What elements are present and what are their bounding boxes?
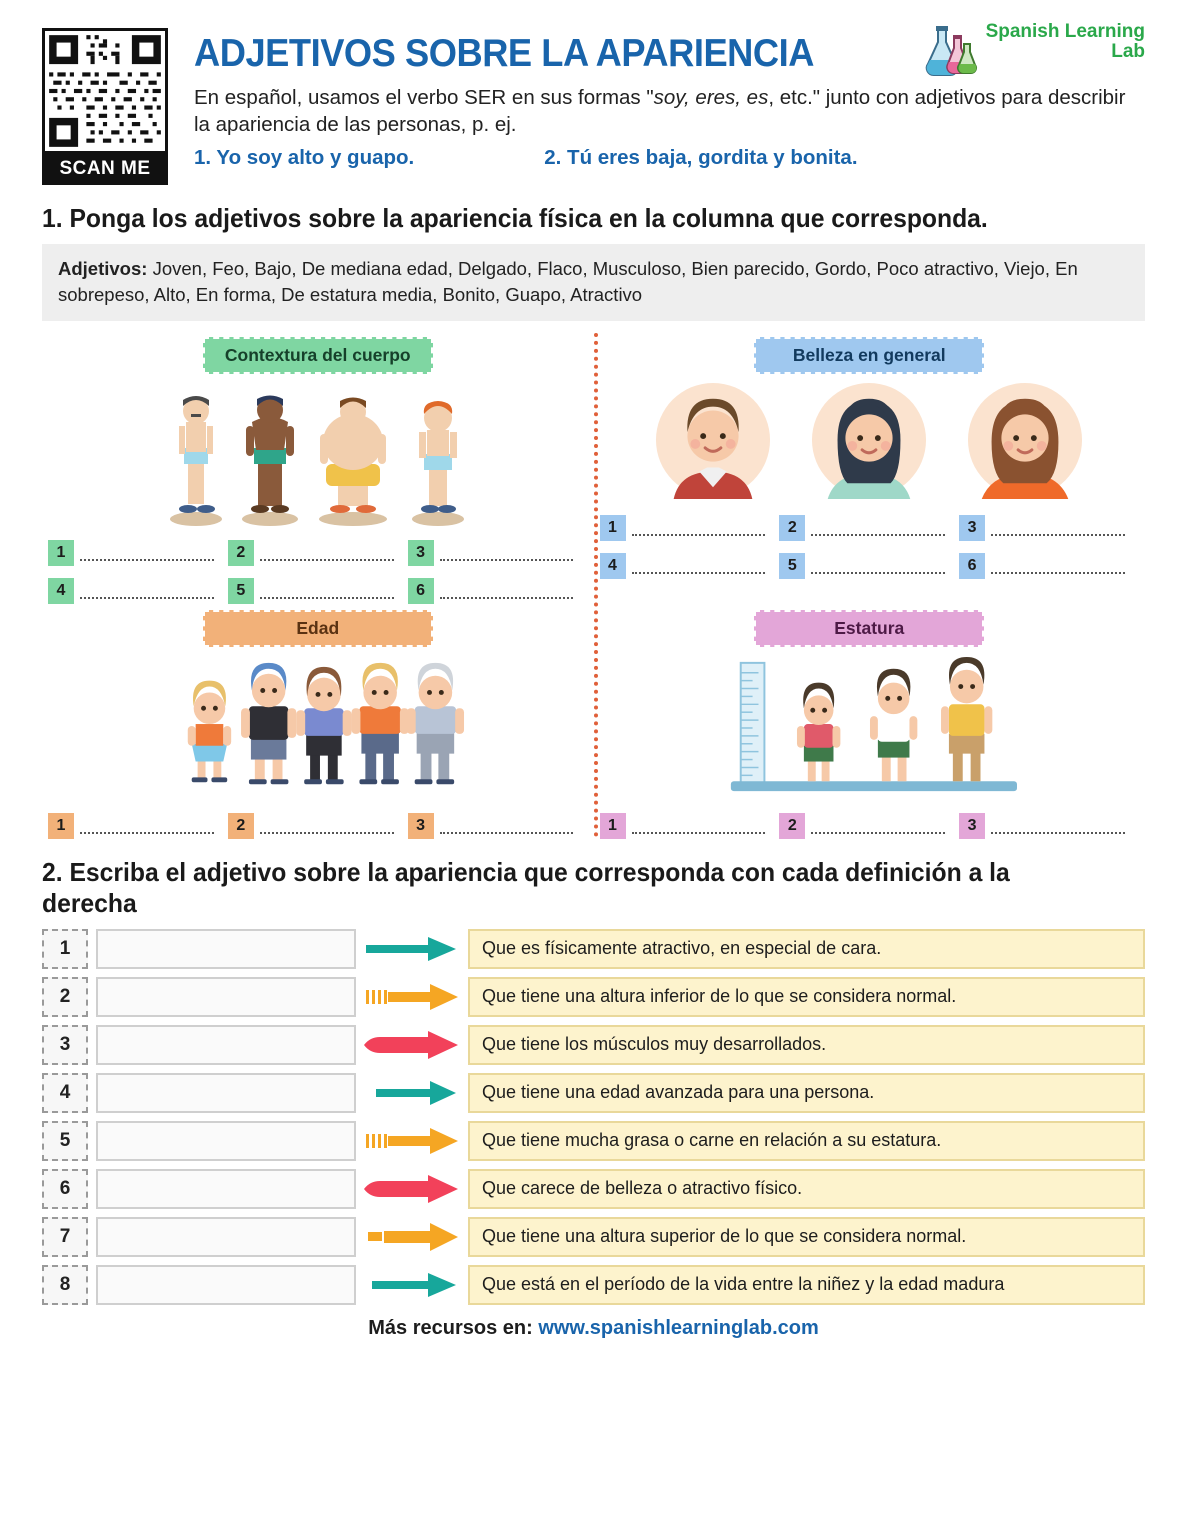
- answer-input[interactable]: [96, 929, 356, 969]
- intro-post: , etc." junto con adjetivos para describir la apariencia de las personas, p. ej.: [194, 86, 1126, 137]
- quadrant-height: [594, 604, 1146, 839]
- blank-item: [228, 813, 408, 839]
- answer-input[interactable]: [96, 1265, 356, 1305]
- beauty-blanks-row-1: [600, 515, 1140, 541]
- definition-row: [42, 977, 1145, 1017]
- blank-item: [408, 540, 588, 566]
- category-title-height: Estatura: [754, 610, 984, 647]
- definition-row: [42, 929, 1145, 969]
- blank-item: [408, 813, 588, 839]
- category-quadrants: [42, 331, 1145, 839]
- quadrant-beauty: [594, 331, 1146, 604]
- adjectives-box: [42, 244, 1145, 321]
- header-main: [186, 21, 1145, 170]
- row-number: 6: [42, 1169, 88, 1209]
- scan-me-label: SCAN ME: [42, 154, 168, 185]
- answer-input[interactable]: [96, 1073, 356, 1113]
- row-number: 2: [42, 977, 88, 1017]
- blank-item: [959, 515, 1139, 541]
- definition-text: Que tiene los músculos muy desarrollados.: [468, 1025, 1145, 1065]
- answer-line[interactable]: [632, 818, 766, 834]
- blank-number: 3: [959, 515, 985, 541]
- definition-text: Que está en el período de la vida entre la niñez y la edad madura: [468, 1265, 1145, 1305]
- page-title: ADJETIVOS SOBRE LA APARIENCIA: [194, 32, 814, 75]
- blank-item: [779, 515, 959, 541]
- blank-number: 1: [48, 813, 74, 839]
- category-title-beauty: Belleza en general: [754, 337, 984, 374]
- answer-line[interactable]: [811, 818, 945, 834]
- height-blanks-row: [600, 813, 1140, 839]
- lab-flask-icon: [920, 22, 980, 80]
- qr-block: [42, 28, 168, 185]
- row-number: 1: [42, 929, 88, 969]
- example-2: 2. Tú eres baja, gordita y bonita.: [544, 146, 858, 170]
- avatar-man: [654, 381, 772, 499]
- blank-item: [600, 813, 780, 839]
- arrow-red-icon: [356, 1030, 468, 1060]
- footer: [42, 1317, 1145, 1340]
- age-illustration: [48, 651, 588, 801]
- answer-line[interactable]: [80, 818, 214, 834]
- blank-item: [779, 553, 959, 579]
- answer-line[interactable]: [260, 818, 394, 834]
- definition-row: [42, 1025, 1145, 1065]
- blank-number: 2: [228, 540, 254, 566]
- blank-number: 5: [779, 553, 805, 579]
- body-blanks-row-1: [48, 540, 588, 566]
- answer-line[interactable]: [632, 520, 766, 536]
- avatar-woman-2: [966, 381, 1084, 499]
- answer-line[interactable]: [632, 558, 766, 574]
- blank-item: [48, 540, 228, 566]
- blank-item: [959, 813, 1139, 839]
- row-number: 7: [42, 1217, 88, 1257]
- row-number: 5: [42, 1121, 88, 1161]
- blank-number: 1: [48, 540, 74, 566]
- blank-item: [600, 515, 780, 541]
- arrow-teal-icon: [356, 1078, 468, 1108]
- blank-number: 1: [600, 515, 626, 541]
- body-type-illustration: [48, 378, 588, 528]
- blank-number: 4: [48, 578, 74, 604]
- blank-number: 5: [228, 578, 254, 604]
- definition-row: [42, 1217, 1145, 1257]
- blank-number: 3: [408, 540, 434, 566]
- footer-link[interactable]: www.spanishlearninglab.com: [538, 1316, 819, 1339]
- arrow-orange-icon: [356, 1222, 468, 1252]
- definition-text: Que es físicamente atractivo, en especial de cara.: [468, 929, 1145, 969]
- blank-number: 2: [779, 813, 805, 839]
- answer-input[interactable]: [96, 1217, 356, 1257]
- adjectives-list: Joven, Feo, Bajo, De mediana edad, Delgado, Flaco, Musculoso, Bien parecido, Gordo, Poco atractivo, Viejo, En sobrepeso, Alto, En forma, De estatura media, Bonito, Guapo, Atractivo: [58, 258, 1078, 306]
- blank-number: 1: [600, 813, 626, 839]
- answer-line[interactable]: [440, 583, 574, 599]
- page-header: [42, 21, 1145, 185]
- row-number: 4: [42, 1073, 88, 1113]
- arrow-teal-icon: [356, 1270, 468, 1300]
- answer-line[interactable]: [811, 558, 945, 574]
- answer-line[interactable]: [440, 545, 574, 561]
- category-title-body: Contextura del cuerpo: [203, 337, 433, 374]
- blank-number: 6: [408, 578, 434, 604]
- title-row: [194, 21, 1145, 82]
- blank-number: 4: [600, 553, 626, 579]
- answer-input[interactable]: [96, 977, 356, 1017]
- definition-text: Que carece de belleza o atractivo físico.: [468, 1169, 1145, 1209]
- arrow-orange-icon: [356, 982, 468, 1012]
- blank-item: [48, 578, 228, 604]
- qr-code-icon[interactable]: [42, 28, 168, 154]
- definition-text: Que tiene una altura superior de lo que se considera normal.: [468, 1217, 1145, 1257]
- answer-input[interactable]: [96, 1025, 356, 1065]
- definition-row: [42, 1265, 1145, 1305]
- avatar-woman-1: [810, 381, 928, 499]
- arrow-teal-icon: [356, 934, 468, 964]
- brand-line-1: Spanish Learning: [985, 21, 1145, 42]
- answer-input[interactable]: [96, 1121, 356, 1161]
- exercise1-instruction: 1. Ponga los adjetivos sobre la apariencia física en la columna que corresponda.: [42, 203, 988, 233]
- answer-input[interactable]: [96, 1169, 356, 1209]
- answer-line[interactable]: [80, 583, 214, 599]
- row-number: 3: [42, 1025, 88, 1065]
- intro-pre: En español, usamos el verbo SER en sus formas ": [194, 86, 654, 109]
- blank-item: [228, 540, 408, 566]
- intro-paragraph: [194, 84, 1145, 138]
- footer-text: Más recursos en:: [368, 1316, 539, 1339]
- category-title-age: Edad: [203, 610, 433, 647]
- age-blanks-row: [48, 813, 588, 839]
- arrow-red-icon: [356, 1174, 468, 1204]
- blank-item: [600, 553, 780, 579]
- answer-line[interactable]: [991, 558, 1125, 574]
- blank-item: [408, 578, 588, 604]
- blank-item: [959, 553, 1139, 579]
- blank-number: 3: [408, 813, 434, 839]
- answer-line[interactable]: [80, 545, 214, 561]
- definition-text: Que tiene una altura inferior de lo que se considera normal.: [468, 977, 1145, 1017]
- intro-italic: soy, eres, es: [653, 86, 769, 109]
- blank-item: [228, 578, 408, 604]
- height-illustration: [600, 651, 1140, 801]
- quadrant-body-type: [42, 331, 594, 604]
- quadrant-age: [42, 604, 594, 839]
- example-1: 1. Yo soy alto y guapo.: [194, 146, 415, 170]
- row-number: 8: [42, 1265, 88, 1305]
- blank-number: 2: [228, 813, 254, 839]
- answer-line[interactable]: [811, 520, 945, 536]
- definition-row: [42, 1073, 1145, 1113]
- definition-row: [42, 1121, 1145, 1161]
- body-blanks-row-2: [48, 578, 588, 604]
- definition-text: Que tiene mucha grasa o carne en relación a su estatura.: [468, 1121, 1145, 1161]
- beauty-blanks-row-2: [600, 553, 1140, 579]
- exercise2-instruction: 2. Escriba el adjetivo sobre la apariencia que corresponda con cada definición a la derecha: [42, 856, 1010, 918]
- answer-line[interactable]: [260, 583, 394, 599]
- answer-line[interactable]: [260, 545, 394, 561]
- examples-row: [194, 146, 1145, 170]
- blank-number: 3: [959, 813, 985, 839]
- exercise2-rows: [42, 929, 1145, 1305]
- answer-line[interactable]: [991, 520, 1125, 536]
- blank-item: [779, 813, 959, 839]
- blank-number: 6: [959, 553, 985, 579]
- brand-line-2: Lab: [1111, 40, 1145, 62]
- blank-number: 2: [779, 515, 805, 541]
- blank-item: [48, 813, 228, 839]
- definition-row: [42, 1169, 1145, 1209]
- beauty-illustration: [600, 378, 1140, 503]
- answer-line[interactable]: [440, 818, 574, 834]
- adjectives-label: Adjetivos:: [58, 258, 148, 279]
- definition-text: Que tiene una edad avanzada para una persona.: [468, 1073, 1145, 1113]
- brand-block: [920, 22, 1145, 80]
- arrow-orange-icon: [356, 1126, 468, 1156]
- answer-line[interactable]: [991, 818, 1125, 834]
- vertical-divider: [594, 333, 598, 837]
- brand-text: [986, 22, 1145, 62]
